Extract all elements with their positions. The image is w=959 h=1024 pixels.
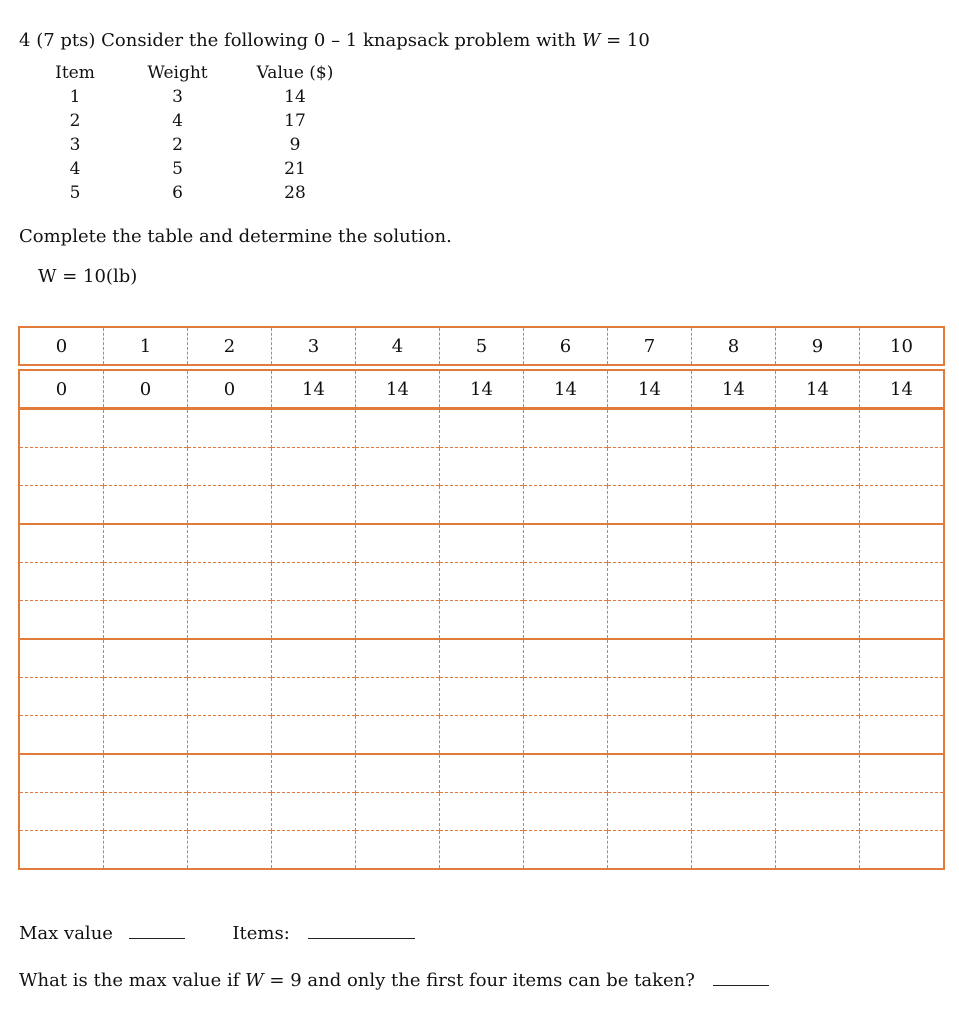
dp-row	[19, 716, 944, 755]
dp-empty-cell[interactable]	[860, 754, 945, 793]
dp-cell: 14	[776, 370, 860, 408]
capacity-equation: = 10	[606, 30, 650, 51]
dp-cell: 14	[356, 370, 440, 408]
dp-empty-cell[interactable]	[776, 716, 860, 755]
item-number: 4	[69, 159, 81, 179]
dp-empty-cell[interactable]	[440, 409, 524, 448]
dp-cell: 14	[272, 370, 356, 408]
item-weight: 4	[172, 111, 183, 131]
dp-empty-cell[interactable]	[19, 563, 104, 601]
dp-empty-cell[interactable]	[272, 601, 356, 640]
final-answer-blank[interactable]	[713, 967, 769, 986]
item-value: 17	[284, 111, 306, 131]
dp-empty-cell[interactable]	[608, 639, 692, 678]
dp-row	[19, 524, 944, 563]
items-header-value: Value ($)	[256, 62, 334, 83]
dp-block-2[interactable]	[18, 523, 945, 640]
dp-empty-cell[interactable]	[19, 754, 104, 793]
dp-empty-cell[interactable]	[608, 601, 692, 640]
item-value: 9	[289, 135, 301, 155]
dp-empty-cell[interactable]	[188, 486, 272, 525]
question-points: (7 pts)	[36, 30, 96, 51]
dp-empty-cell[interactable]	[524, 448, 608, 486]
dp-header-cell: 10	[860, 327, 945, 365]
dp-empty-cell[interactable]	[776, 524, 860, 563]
dp-empty-cell[interactable]	[19, 831, 104, 870]
dp-empty-cell[interactable]	[104, 524, 188, 563]
dp-empty-cell[interactable]	[776, 754, 860, 793]
dp-empty-cell[interactable]	[692, 409, 776, 448]
dp-empty-cell[interactable]	[776, 409, 860, 448]
dp-cell: 0	[104, 370, 188, 408]
dp-empty-cell[interactable]	[440, 486, 524, 525]
dp-block-4[interactable]	[18, 753, 945, 870]
dp-empty-cell[interactable]	[440, 831, 524, 870]
dp-empty-cell[interactable]	[776, 486, 860, 525]
dp-empty-cell[interactable]	[776, 793, 860, 831]
dp-header-cell: 8	[692, 327, 776, 365]
dp-empty-cell[interactable]	[19, 716, 104, 755]
dp-empty-cell[interactable]	[692, 486, 776, 525]
dp-empty-cell[interactable]	[19, 486, 104, 525]
dp-empty-cell[interactable]	[692, 601, 776, 640]
dp-header-cell: 4	[356, 327, 440, 365]
item-value: 14	[284, 87, 306, 107]
dp-empty-cell[interactable]	[272, 448, 356, 486]
dp-empty-cell[interactable]	[440, 524, 524, 563]
dp-header-cell: 3	[272, 327, 356, 365]
dp-empty-cell[interactable]	[776, 563, 860, 601]
items-header-item: Item	[55, 62, 95, 83]
dp-empty-cell[interactable]	[188, 448, 272, 486]
dp-empty-cell[interactable]	[860, 409, 945, 448]
dp-empty-cell[interactable]	[608, 831, 692, 870]
question-text	[19, 30, 650, 51]
dp-empty-cell[interactable]	[104, 754, 188, 793]
dp-empty-cell[interactable]	[440, 563, 524, 601]
dp-row	[19, 754, 944, 793]
item-value: 21	[284, 159, 306, 179]
dp-empty-cell[interactable]	[356, 486, 440, 525]
dp-empty-cell[interactable]	[860, 716, 945, 755]
dp-empty-cell[interactable]	[440, 716, 524, 755]
dp-cell: 14	[608, 370, 692, 408]
dp-empty-cell[interactable]	[860, 601, 945, 640]
question-number: 4	[19, 30, 31, 51]
dp-empty-cell[interactable]	[692, 754, 776, 793]
dp-empty-cell[interactable]	[440, 793, 524, 831]
dp-empty-cell[interactable]	[356, 601, 440, 640]
dp-row	[19, 409, 944, 448]
final-question-post: = 9 and only the first four items can be taken?	[269, 970, 695, 991]
final-capacity-variable: W	[245, 970, 264, 991]
items-blank[interactable]	[308, 920, 415, 939]
items-header-weight: Weight	[147, 62, 208, 83]
item-weight: 6	[172, 183, 183, 203]
dp-row	[19, 639, 944, 678]
dp-header-cell: 6	[524, 327, 608, 365]
dp-row	[19, 678, 944, 716]
dp-empty-cell[interactable]	[692, 831, 776, 870]
dp-empty-cell[interactable]	[19, 448, 104, 486]
dp-empty-cell[interactable]	[188, 524, 272, 563]
dp-empty-cell[interactable]	[524, 716, 608, 755]
dp-empty-cell[interactable]	[608, 678, 692, 716]
dp-empty-cell[interactable]	[440, 448, 524, 486]
item-number: 2	[69, 111, 81, 131]
dp-header-cell: 7	[608, 327, 692, 365]
dp-empty-cell[interactable]	[860, 639, 945, 678]
items-row	[40, 181, 345, 205]
items-row	[40, 133, 345, 157]
dp-empty-cell[interactable]	[19, 601, 104, 640]
dp-cell: 0	[188, 370, 272, 408]
dp-empty-cell[interactable]	[104, 448, 188, 486]
dp-empty-cell[interactable]	[188, 831, 272, 870]
dp-empty-cell[interactable]	[188, 601, 272, 640]
dp-empty-cell[interactable]	[776, 678, 860, 716]
dp-empty-cell[interactable]	[356, 754, 440, 793]
dp-empty-cell[interactable]	[104, 409, 188, 448]
dp-row-0	[18, 369, 945, 409]
dp-empty-cell[interactable]	[440, 754, 524, 793]
dp-empty-cell[interactable]	[272, 793, 356, 831]
dp-empty-cell[interactable]	[524, 793, 608, 831]
dp-empty-cell[interactable]	[524, 678, 608, 716]
dp-empty-cell[interactable]	[272, 754, 356, 793]
dp-block-1[interactable]	[18, 408, 945, 525]
capacity-label: W = 10(lb)	[38, 266, 138, 287]
dp-header-cell: 1	[104, 327, 188, 365]
dp-empty-cell[interactable]	[104, 601, 188, 640]
dp-empty-cell[interactable]	[188, 563, 272, 601]
dp-header-cell: 2	[188, 327, 272, 365]
dp-block-3[interactable]	[18, 638, 945, 755]
dp-empty-cell[interactable]	[356, 831, 440, 870]
dp-empty-cell[interactable]	[440, 639, 524, 678]
item-number: 5	[69, 183, 81, 203]
dp-empty-cell[interactable]	[104, 793, 188, 831]
dp-empty-cell[interactable]	[776, 448, 860, 486]
dp-empty-cell[interactable]	[188, 409, 272, 448]
capacity-variable: W	[581, 30, 601, 51]
dp-empty-cell[interactable]	[272, 678, 356, 716]
instruction-text: Complete the table and determine the solution.	[19, 226, 452, 247]
dp-empty-cell[interactable]	[272, 409, 356, 448]
dp-empty-cell[interactable]	[860, 831, 945, 870]
dp-row	[19, 601, 944, 640]
dp-empty-cell[interactable]	[104, 716, 188, 755]
dp-empty-cell[interactable]	[104, 486, 188, 525]
dp-row	[19, 486, 944, 525]
dp-empty-cell[interactable]	[19, 793, 104, 831]
dp-empty-cell[interactable]	[608, 754, 692, 793]
dp-row	[19, 563, 944, 601]
dp-row	[19, 448, 944, 486]
items-row	[40, 85, 345, 109]
dp-empty-cell[interactable]	[188, 716, 272, 755]
items-label: Items:	[232, 923, 290, 944]
item-number: 1	[69, 87, 81, 107]
dp-empty-cell[interactable]	[608, 524, 692, 563]
dp-empty-cell[interactable]	[524, 486, 608, 525]
dp-empty-cell[interactable]	[356, 716, 440, 755]
dp-empty-cell[interactable]	[608, 486, 692, 525]
dp-empty-cell[interactable]	[272, 563, 356, 601]
dp-empty-cell[interactable]	[692, 678, 776, 716]
dp-empty-cell[interactable]	[608, 716, 692, 755]
dp-header-cell: 5	[440, 327, 524, 365]
items-table	[40, 60, 345, 205]
dp-header-row	[18, 326, 945, 366]
dp-empty-cell[interactable]	[272, 486, 356, 525]
dp-empty-cell[interactable]	[608, 448, 692, 486]
dp-cell: 14	[860, 370, 945, 408]
max-value-blank[interactable]	[129, 920, 185, 939]
dp-empty-cell[interactable]	[524, 524, 608, 563]
dp-empty-cell[interactable]	[188, 793, 272, 831]
dp-empty-cell[interactable]	[776, 639, 860, 678]
dp-cell: 0	[55, 378, 68, 400]
dp-empty-cell[interactable]	[692, 793, 776, 831]
dp-empty-cell[interactable]	[440, 601, 524, 640]
item-value: 28	[284, 183, 306, 203]
dp-empty-cell[interactable]	[776, 831, 860, 870]
dp-header-cell: 0	[55, 335, 68, 357]
dp-empty-cell[interactable]	[104, 639, 188, 678]
dp-empty-cell[interactable]	[860, 563, 945, 601]
dp-row	[19, 793, 944, 831]
dp-empty-cell[interactable]	[356, 563, 440, 601]
item-weight: 5	[172, 159, 183, 179]
dp-empty-cell[interactable]	[524, 409, 608, 448]
dp-row	[19, 831, 944, 870]
dp-empty-cell[interactable]	[608, 793, 692, 831]
dp-empty-cell[interactable]	[356, 448, 440, 486]
answer-line	[19, 920, 415, 944]
dp-empty-cell[interactable]	[188, 639, 272, 678]
items-row	[40, 109, 345, 133]
dp-empty-cell[interactable]	[524, 754, 608, 793]
dp-empty-cell[interactable]	[188, 754, 272, 793]
item-weight: 3	[172, 87, 183, 107]
dp-empty-cell[interactable]	[692, 448, 776, 486]
dp-empty-cell[interactable]	[692, 524, 776, 563]
dp-empty-cell[interactable]	[272, 639, 356, 678]
dp-empty-cell[interactable]	[692, 716, 776, 755]
dp-empty-cell[interactable]	[272, 831, 356, 870]
dp-empty-cell[interactable]	[356, 678, 440, 716]
item-weight: 2	[172, 135, 183, 155]
dp-cell: 14	[692, 370, 776, 408]
dp-empty-cell[interactable]	[524, 563, 608, 601]
final-question-pre: What is the max value if	[19, 970, 240, 991]
dp-empty-cell[interactable]	[524, 601, 608, 640]
item-number: 3	[69, 135, 81, 155]
dp-empty-cell[interactable]	[692, 563, 776, 601]
dp-cell: 14	[440, 370, 524, 408]
dp-empty-cell[interactable]	[356, 639, 440, 678]
dp-header-cell: 9	[776, 327, 860, 365]
dp-empty-cell[interactable]	[860, 793, 945, 831]
dp-empty-cell[interactable]	[104, 831, 188, 870]
items-row	[40, 157, 345, 181]
dp-cell: 14	[524, 370, 608, 408]
final-question	[19, 967, 769, 991]
dp-empty-cell[interactable]	[356, 793, 440, 831]
dp-empty-cell[interactable]	[860, 524, 945, 563]
dp-empty-cell[interactable]	[188, 678, 272, 716]
dp-empty-cell[interactable]	[776, 601, 860, 640]
dp-empty-cell[interactable]	[272, 524, 356, 563]
dp-empty-cell[interactable]	[524, 639, 608, 678]
dp-empty-cell[interactable]	[524, 831, 608, 870]
dp-empty-cell[interactable]	[608, 409, 692, 448]
dp-empty-cell[interactable]	[860, 678, 945, 716]
dp-empty-cell[interactable]	[356, 409, 440, 448]
dp-empty-cell[interactable]	[19, 524, 104, 563]
dp-empty-cell[interactable]	[19, 639, 104, 678]
dp-empty-cell[interactable]	[692, 639, 776, 678]
question-body: Consider the following 0 – 1 knapsack problem with	[101, 30, 577, 51]
dp-empty-cell[interactable]	[104, 678, 188, 716]
dp-empty-cell[interactable]	[104, 563, 188, 601]
dp-empty-cell[interactable]	[440, 678, 524, 716]
dp-empty-cell[interactable]	[356, 524, 440, 563]
dp-empty-cell[interactable]	[860, 448, 945, 486]
dp-empty-cell[interactable]	[608, 563, 692, 601]
dp-empty-cell[interactable]	[860, 486, 945, 525]
dp-empty-cell[interactable]	[272, 716, 356, 755]
dp-empty-cell[interactable]	[19, 409, 104, 448]
dp-empty-cell[interactable]	[19, 678, 104, 716]
max-value-label: Max value	[19, 923, 113, 944]
